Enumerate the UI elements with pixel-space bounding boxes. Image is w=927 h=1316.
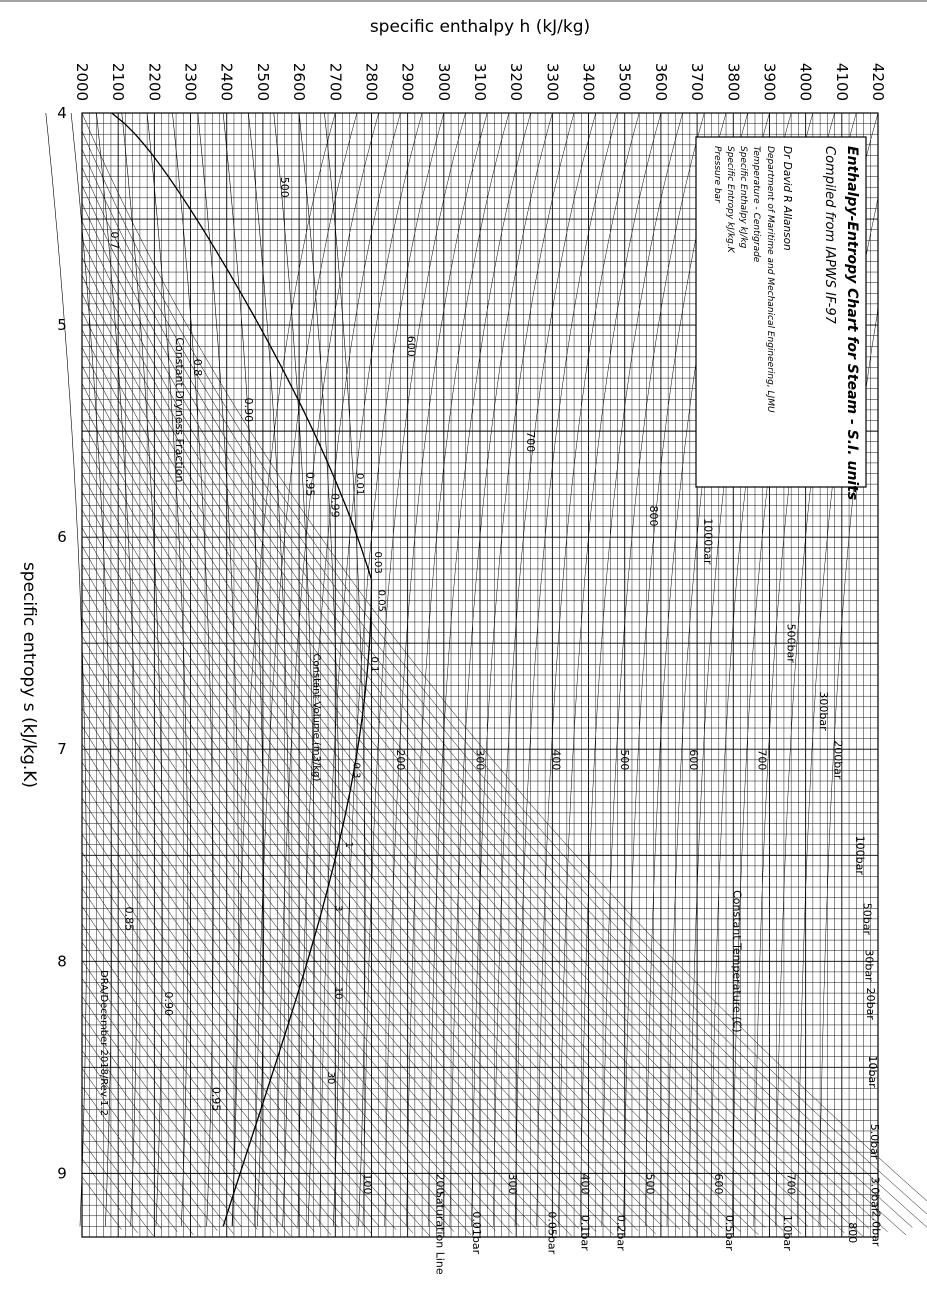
volume-label: 30 (325, 1071, 337, 1085)
temperature-label: 400 (549, 749, 563, 771)
info-unit-pressure: Pressure bar (712, 146, 722, 203)
y-tick-label: 4100 (832, 62, 851, 102)
pressure-label: 0.2bar (614, 1214, 628, 1251)
info-unit-enthalpy: Specific Enthalpy kJ/kg (738, 146, 748, 249)
temperature-label: 700 (755, 749, 769, 771)
info-unit-entropy: Specific Entropy kJ/kg.K (725, 146, 735, 253)
y-tick-label: 2500 (253, 62, 272, 102)
volume-label: 0.03 (372, 551, 384, 574)
y-tick-label: 3900 (760, 62, 779, 102)
y-tick-label: 3600 (651, 62, 670, 102)
x-tick-label: 5 (57, 316, 67, 335)
pressure-label: Saturation Line (433, 1190, 447, 1275)
y-tick-label: 3500 (615, 62, 634, 102)
temperature-label: 700 (524, 431, 538, 453)
quality-label: 0.90 (241, 397, 255, 423)
volume-label: 0.05 (375, 589, 387, 612)
y-tick-label: 2600 (290, 62, 309, 102)
pressure-label: 300bar (817, 691, 831, 731)
pressure-label: 5.0bar (867, 1123, 881, 1160)
pressure-label: 10bar (865, 1055, 879, 1088)
volume-label: 1 (343, 841, 355, 848)
y-tick-label: 2000 (73, 62, 91, 102)
quality-label: 0.8 (191, 358, 205, 377)
quality-label: 0.7 (107, 231, 121, 249)
temperature-label: Constant Temperature (C) (730, 890, 744, 1033)
pressure-label: 2.0bar (869, 1210, 883, 1247)
y-tick-label: 3100 (471, 62, 489, 102)
info-box (696, 137, 866, 500)
temperature-label: 600 (712, 1173, 726, 1195)
x-axis-title: specific entropy s (kJ/kg.K) (19, 561, 39, 789)
pressure-label: 1000bar (701, 518, 715, 565)
temperature-label: 600 (686, 749, 700, 771)
y-tick-label: 2900 (398, 62, 417, 102)
temperature-label: 100 (361, 1173, 375, 1195)
x-tick-label: 8 (57, 952, 67, 971)
temperature-label: 200 (433, 1173, 447, 1195)
y-tick-label: 3300 (543, 62, 562, 102)
temperature-label: 600 (404, 335, 418, 357)
x-tick-label: 4 (57, 104, 67, 122)
pressure-label: 3.0bar (868, 1176, 882, 1213)
pressure-label: 30bar (862, 949, 876, 982)
volume-label: 3 (332, 905, 344, 912)
y-tick-label: 2700 (326, 62, 345, 102)
pressure-label: 0.5bar (723, 1214, 737, 1251)
quality-label: 0.90 (162, 991, 176, 1016)
y-tick-label: 2800 (362, 62, 381, 102)
info-title: Enthalpy-Entropy Chart for Steam - S.I. units (844, 146, 860, 501)
pressure-label: 200bar (831, 740, 845, 780)
temperature-label: 400 (578, 1173, 592, 1195)
temperature-label: 500 (278, 176, 291, 198)
volume-label: Constant Volume (m3/kg) (310, 653, 322, 782)
quality-label: Constant Dryness Fraction (173, 337, 187, 483)
info-unit-temperature: Temperature - Centigrade (751, 146, 761, 263)
pressure-label: 0.05bar (545, 1211, 559, 1255)
pressure-label: 800 (846, 1222, 860, 1244)
credit-text: DRA/December 2018/Rev 1.2 (98, 970, 109, 1116)
y-tick-label: 2100 (109, 62, 128, 102)
y-tick-label: 3200 (507, 62, 526, 102)
x-tick-label: 7 (57, 740, 67, 759)
y-axis-title: specific enthalpy h (kJ/kg) (369, 17, 591, 37)
x-tick-label: 6 (57, 528, 67, 547)
pressure-label: 500bar (784, 623, 798, 663)
pressure-label: 0.1bar (578, 1214, 592, 1251)
pressure-label: 20bar (864, 987, 878, 1020)
temperature-label: 300 (505, 1173, 519, 1195)
temperature-label: 500 (618, 749, 632, 771)
pressure-label: 1.0bar (780, 1214, 794, 1251)
x-tick-label: 9 (57, 1164, 67, 1183)
pressure-label: 0.01bar (469, 1211, 483, 1255)
quality-label: 0.99 (328, 493, 342, 518)
volume-label: 0.01 (353, 472, 365, 496)
info-department: Department of Maritime and Mechanical Engineering, LJMU (765, 146, 775, 413)
y-tick-label: 3000 (434, 62, 453, 102)
quality-label: 0.85 (122, 906, 136, 932)
pressure-label: 50bar (860, 902, 874, 936)
temperature-label: 700 (784, 1173, 798, 1195)
info-author: Dr David R Allanson (781, 146, 793, 251)
volume-label: 0.3 (350, 762, 362, 779)
quality-label: 0.95 (303, 471, 317, 497)
temperature-label: 300 (473, 749, 487, 771)
y-tick-label: 4200 (869, 62, 887, 102)
y-tick-label: 3700 (688, 62, 707, 102)
temperature-label: 800 (647, 505, 661, 527)
y-tick-label: 4000 (796, 62, 815, 102)
y-tick-label: 2400 (217, 62, 236, 102)
y-tick-label: 2200 (145, 62, 164, 102)
y-tick-label: 3400 (579, 62, 598, 102)
quality-label: 0.95 (209, 1086, 223, 1112)
pressure-label: 100bar (853, 835, 867, 875)
volume-label: 0.1 (368, 656, 380, 673)
info-subtitle: Compiled from IAPWS IF-97 (822, 146, 837, 324)
temperature-label: 200 (393, 749, 407, 771)
volume-label: 10 (332, 986, 344, 1000)
temperature-label: 500 (643, 1173, 657, 1195)
y-tick-label: 3800 (724, 62, 743, 102)
y-tick-label: 2300 (181, 62, 200, 102)
